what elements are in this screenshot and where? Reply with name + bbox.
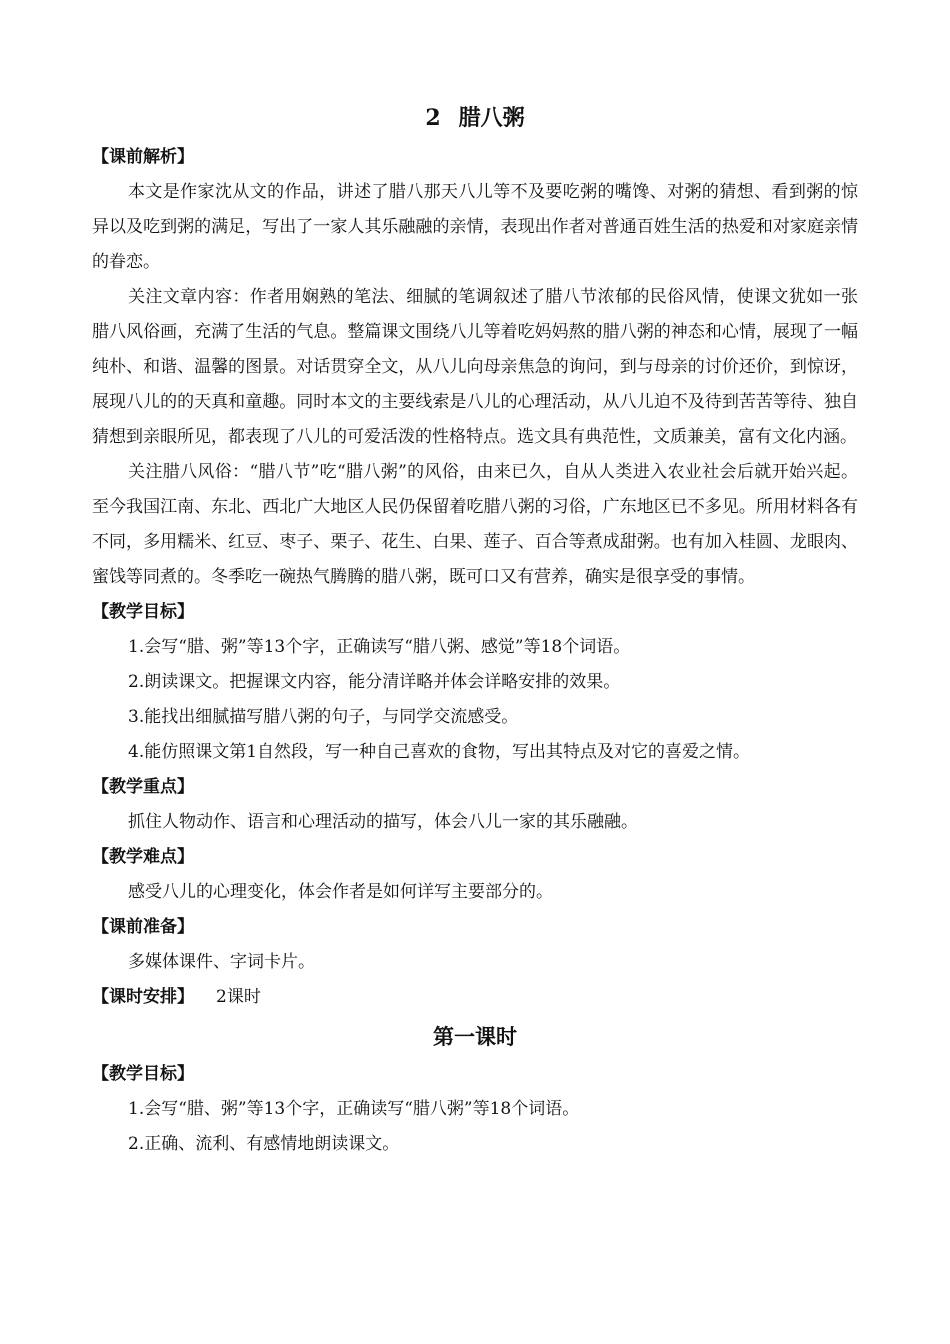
first-period-objective-item: 2.正确、流利、有感情地朗读课文。 xyxy=(128,1134,400,1154)
objective-item: 4.能仿照课文第1自然段，写一种自己喜欢的食物，写出其特点及对它的喜爱之情。 xyxy=(128,742,751,762)
key-points-text: 抓住人物动作、语言和心理活动的描写，体会八儿一家的其乐融融。 xyxy=(128,812,638,832)
schedule-section xyxy=(92,980,858,1015)
lesson-name: 腊八粥 xyxy=(458,105,525,131)
first-period-objectives-heading: 【教学目标】 xyxy=(92,1064,194,1084)
analysis-paragraph: 关注腊八风俗：“腊八节”吃“腊八粥”的风俗，由来已久，自从人类进入农业社会后就开始兴起。至今我国江南、东北、西北广大地区人民仍保留着吃腊八粥的习俗，广东地区已不多见。所用材料各有不同，多用糯米、红豆、枣子、栗子、花生、白果、莲子、百合等煮成甜粥。也有加入桂圆、龙眼肉、蜜饯等同煮的。冬季吃一碗热气腾腾的腊八粥，既可口又有营养，确实是很享受的事情。 xyxy=(92,462,858,587)
schedule-heading: 【课时安排】 xyxy=(92,987,194,1007)
difficulties-text: 感受八儿的心理变化，体会作者是如何详写主要部分的。 xyxy=(128,882,553,902)
objective-item: 2.朗读课文。把握课文内容，能分清详略并体会详略安排的效果。 xyxy=(128,672,621,692)
lesson-title xyxy=(92,100,858,136)
preparation-heading: 【课前准备】 xyxy=(92,917,194,937)
preparation-section xyxy=(92,910,858,980)
objectives-section xyxy=(92,595,858,770)
first-period-objectives xyxy=(92,1057,858,1162)
objectives-heading: 【教学目标】 xyxy=(92,602,194,622)
key-points-section xyxy=(92,770,858,840)
lesson-number: 2 xyxy=(425,105,441,131)
objective-item: 1.会写“腊、粥”等13个字，正确读写“腊八粥、感觉”等18个词语。 xyxy=(128,637,631,657)
schedule-value: 2课时 xyxy=(216,987,261,1007)
preparation-text: 多媒体课件、字词卡片。 xyxy=(128,952,315,972)
key-points-heading: 【教学重点】 xyxy=(92,777,194,797)
schedule-line xyxy=(92,980,858,1015)
difficulties-section xyxy=(92,840,858,910)
analysis-paragraph: 关注文章内容：作者用娴熟的笔法、细腻的笔调叙述了腊八节浓郁的民俗风情，使课文犹如一张腊八风俗画，充满了生活的气息。整篇课文围绕八儿等着吃妈妈熬的腊八粥的神态和心情，展现了一幅纯朴、和谐、温馨的图景。对话贯穿全文，从八儿向母亲焦急的询问，到与母亲的讨价还价，到惊讶，展现八儿的的天真和童趣。同时本文的主要线索是八儿的心理活动，从八儿迫不及待到苦苦等待、独自猜想到亲眼所见，都表现了八儿的可爱活泼的性格特点。选文具有典范性，文质兼美，富有文化内涵。 xyxy=(92,287,858,447)
analysis-section xyxy=(92,140,858,595)
document-page xyxy=(92,100,858,1162)
first-period-title: 第一课时 xyxy=(433,1024,517,1049)
objective-item: 3.能找出细腻描写腊八粥的句子，与同学交流感受。 xyxy=(128,707,519,727)
first-period-objective-item: 1.会写“腊、粥”等13个字，正确读写“腊八粥”等18个词语。 xyxy=(128,1099,580,1119)
difficulties-heading: 【教学难点】 xyxy=(92,847,194,867)
analysis-paragraph: 本文是作家沈从文的作品，讲述了腊八那天八儿等不及要吃粥的嘴馋、对粥的猜想、看到粥的惊异以及吃到粥的满足，写出了一家人其乐融融的亲情，表现出作者对普通百姓生活的热爱和对家庭亲情的眷恋。 xyxy=(92,182,858,272)
analysis-heading: 【课前解析】 xyxy=(92,147,194,167)
